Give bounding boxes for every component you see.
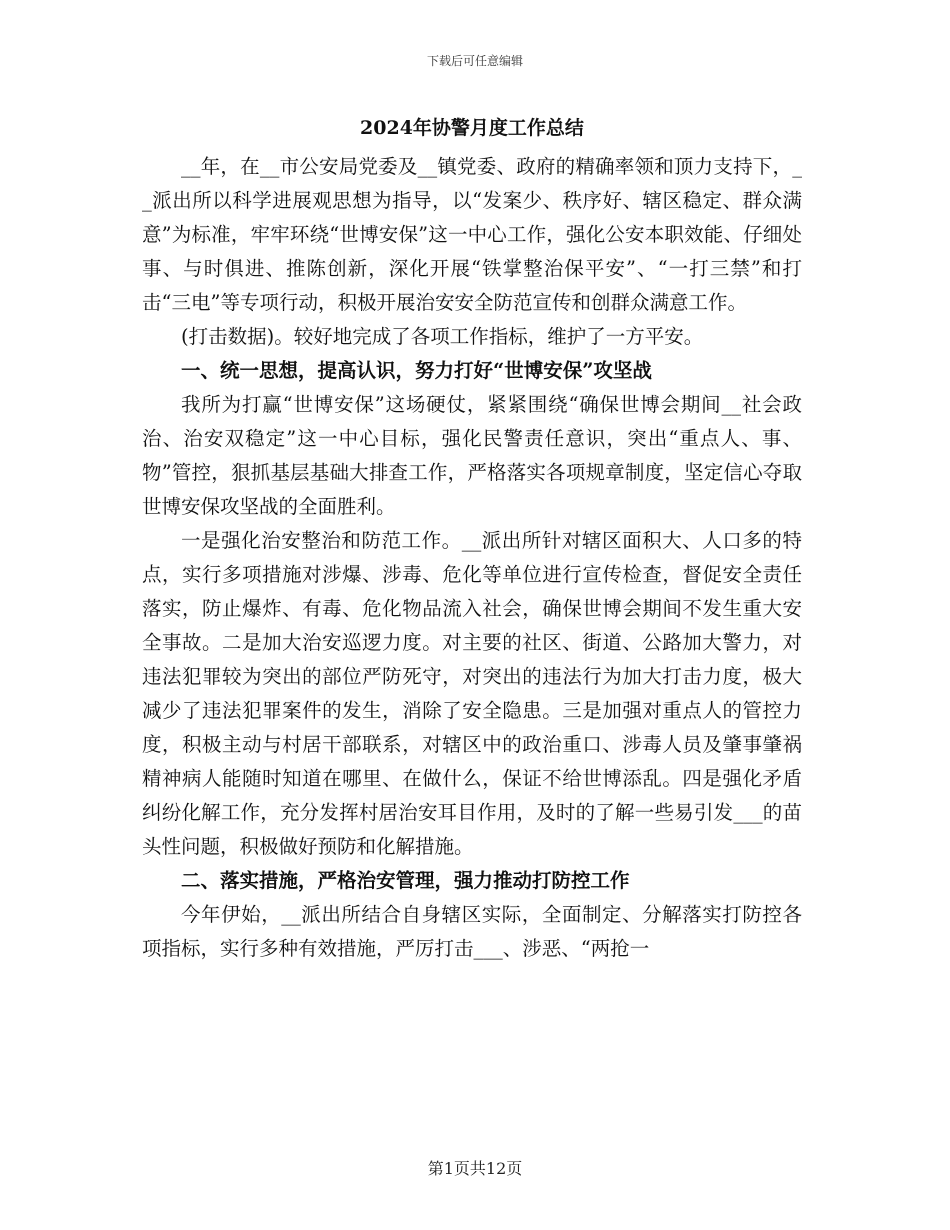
document-title: 2024年协警月度工作总结 bbox=[360, 117, 584, 139]
paragraph-data: (打击数据)。较好地完成了各项工作指标，维护了一方平安。 bbox=[181, 325, 704, 348]
paragraph-section2-intro: 今年伊始，__派出所结合自身辖区实际，全面制定、分解落实打防控各项指标，实行多种有效措施，严厉打击___、涉恶、“两抢一 bbox=[142, 903, 802, 960]
page-number: 第1页共12页 bbox=[427, 1159, 523, 1178]
paragraph-intro: __年，在__市公安局党委及__镇党委、政府的精确率领和顶力支持下，__派出所以科学进展观思想为指导，以“发案少、秩序好、辖区稳定、群众满意”为标准，牢牢环绕“世博安保”这一中心工作，强化公安本职效能、仔细处事、与时俱进、推陈创新，深化开展“铁掌整治保平安”、“一打三禁”和打击“三电”等专项行动，积极开展治安安全防范宣传和创群众满意工作。 bbox=[142, 155, 802, 314]
section-heading-2: 二、落实措施，严格治安管理，强力推动打防控工作 bbox=[181, 869, 630, 892]
document-body bbox=[142, 112, 802, 1132]
page-header-note: 下载后可任意编辑 bbox=[426, 54, 523, 68]
paragraph-section1-measures: 一是强化治安整治和防范工作。__派出所针对辖区面积大、人口多的特点，实行多项措施对涉爆、涉毒、危化等单位进行宣传检查，督促安全责任落实，防止爆炸、有毒、危化物品流入社会，确保世博会期间不发生重大安全事故。二是加大治安巡逻力度。对主要的社区、街道、公路加大警力，对违法犯罪较为突出的部位严防死守，对突出的违法行为加大打击力度，极大减少了违法犯罪案件的发生，消除了安全隐患。三是加强对重点人的管控力度，积极主动与村居干部联系，对辖区中的政治重口、涉毒人员及肇事肇祸精神病人能随时知道在哪里、在做什么，保证不给世博添乱。四是强化矛盾纠纷化解工作，充分发挥村居治安耳目作用，及时的了解一些易引发___的苗头性问题，积极做好预防和化解措施。 bbox=[142, 529, 802, 858]
paragraph-section1-intro: 我所为打赢“世博安保”这场硬仗，紧紧围绕“确保世博会期间__社会政治、治安双稳定”这一中心目标，强化民警责任意识，突出“重点人、事、物”管控，狠抓基层基础大排查工作，严格落实各项规章制度，坚定信心夺取世博安保攻坚战的全面胜利。 bbox=[142, 393, 802, 518]
section-heading-1: 一、统一思想，提高认识，努力打好“世博安保”攻坚战 bbox=[181, 359, 652, 382]
